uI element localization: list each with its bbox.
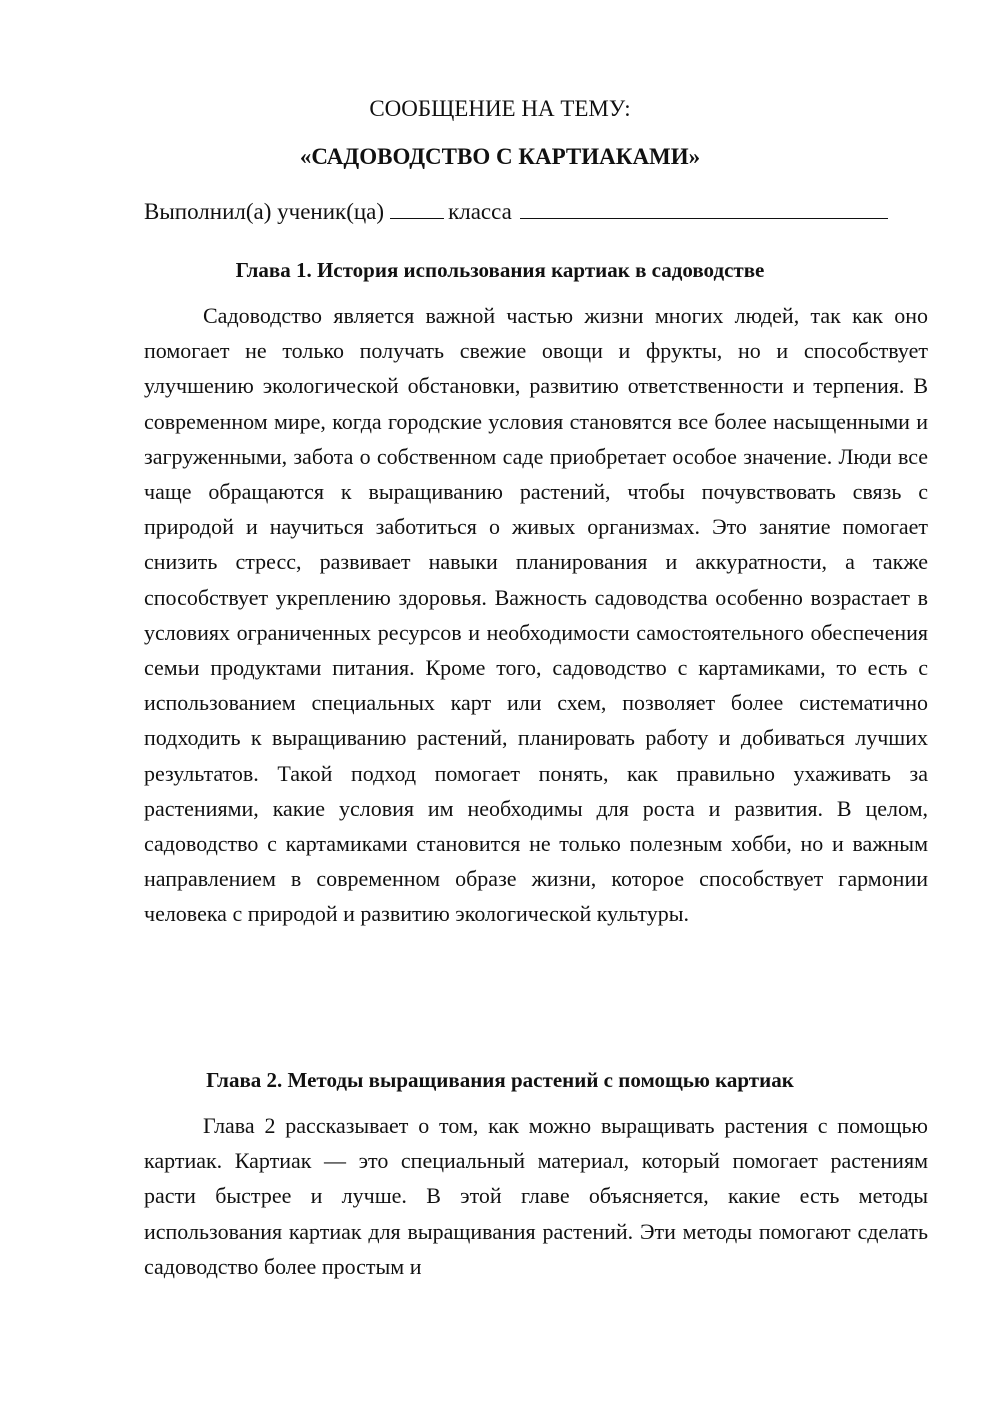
chapter2-paragraph: Глава 2 рассказывает о том, как можно выращивать растения с помощью картиак. Картиак — это специальный материал, который помогает растениям расти быстрее и лучше. В этой главе объясняется, какие есть методы использования картиак для выращивания растений. Эти методы помогают сделать садоводство более простым и: [144, 1113, 928, 1279]
document-title-line1: СООБЩЕНИЕ НА ТЕМУ:: [369, 96, 631, 121]
author-line: [144, 197, 888, 227]
chapter1-paragraph: Садоводство является важной частью жизни многих людей, так как оно помогает не только получать свежие овощи и фрукты, но и способствует улучшению экологической обстановки, развитию ответственности и терпения. В современном мире, когда городские условия становятся все более насыщенными и загруженными, забота о собственном саде приобретает особое значение. Люди все чаще обращаются к выращиванию растений, чтобы почувствовать связь с природой и научиться заботиться о живых организмах. Это занятие помогает снизить стресс, развивает навыки планирования и аккуратности, а также способствует укреплению здоровья. Важность садоводства особенно возрастает в условиях ограниченных ресурсов и необходимости самостоятельного обеспечения семьи продуктами питания. Кроме того, садоводство с картамиками, то есть с использованием специальных карт или схем, позволяет более систематично подходить к выращиванию растений, планировать работу и добиваться лучших результатов. Такой подход помогает понять, как правильно ухаживать за растениями, какие условия им необходимы для роста и развития. В целом, садоводство с картамиками становится не только полезным хобби, но и важным направлением в современном образе жизни, которое способствует гармонии человека с природой и развитию экологической культуры.: [144, 303, 928, 927]
document-title-topic: «САДОВОДСТВО С КАРТИАКАМИ»: [299, 144, 701, 169]
chapter2-heading: Глава 2. Методы выращивания растений с помощью картиак: [206, 1068, 794, 1092]
chapter1-heading: Глава 1. История использования картиак в садоводстве: [235, 258, 765, 282]
grade-blank: [390, 198, 444, 219]
class-label: класса: [448, 199, 512, 224]
name-blank: [520, 198, 888, 219]
author-prefix: Выполнил(а) ученик(ца): [144, 199, 385, 224]
